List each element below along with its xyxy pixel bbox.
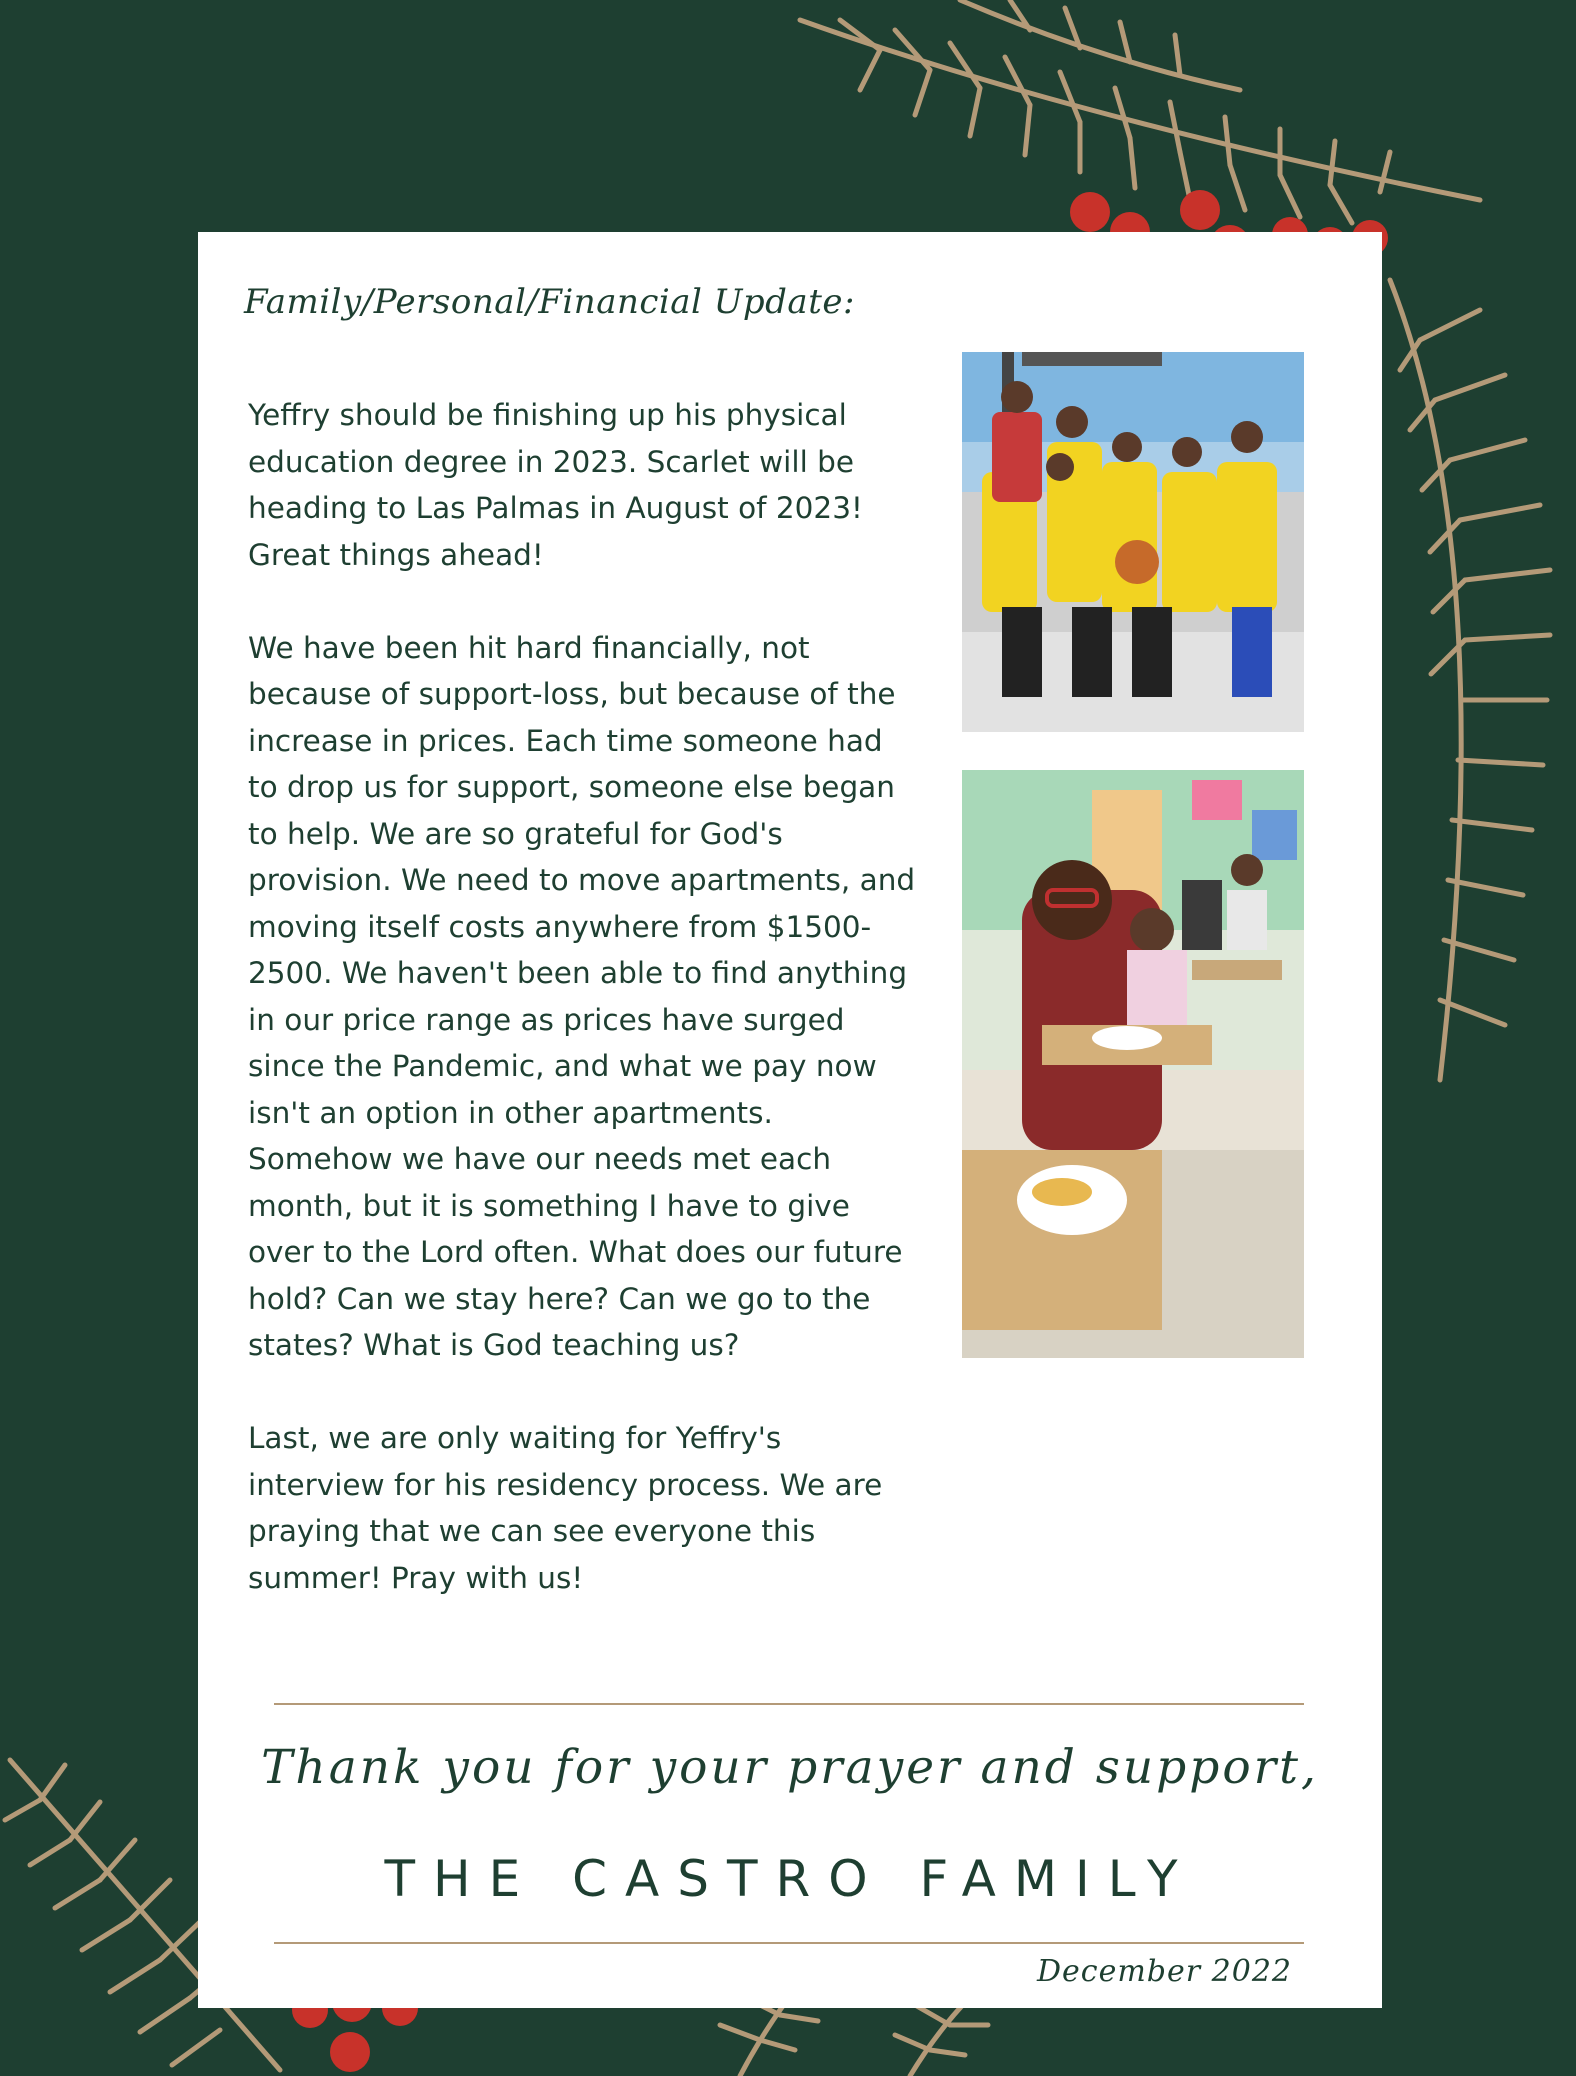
newsletter-card	[198, 232, 1382, 2008]
classroom-photo	[962, 770, 1304, 1358]
issue-date: December 2022	[1037, 1954, 1292, 1989]
section-heading: Family/Personal/Financial Update:	[244, 282, 855, 322]
pine-branch-right	[1380, 260, 1576, 1120]
paragraph-finances: We have been hit hard financially, not because of support-loss, but because of the increase in prices. Each time someone had to drop us for support, someone else began to help. We are so grateful for God's provision. We need to move apartments, and moving itself costs anywhere from $1500-2500. We haven't been able to find anything in our price range as prices have surged since the Pandemic, and what we pay now isn't an option in other apartments. Somehow we have our needs met each month, but it is something I have to give over to the Lord often. What does our future hold? Can we stay here? Can we go to the states? What is God teaching us?	[248, 630, 916, 1362]
divider-bottom	[274, 1942, 1304, 1944]
closing-line: Thank you for your prayer and support,	[261, 1740, 1319, 1795]
signature: THE CASTRO FAMILY	[384, 1850, 1196, 1908]
update-body	[248, 392, 918, 1648]
paragraph-residency: Last, we are only waiting for Yeffry's interview for his residency process. We are praying that we can see everyone this summer! Pray with us!	[248, 1421, 883, 1595]
basketball-team-photo	[962, 352, 1304, 732]
divider-top	[274, 1703, 1304, 1705]
paragraph-education: Yeffry should be finishing up his physical education degree in 2023. Scarlet will be heading to Las Palmas in August of 2023! Great things ahead!	[248, 398, 863, 572]
